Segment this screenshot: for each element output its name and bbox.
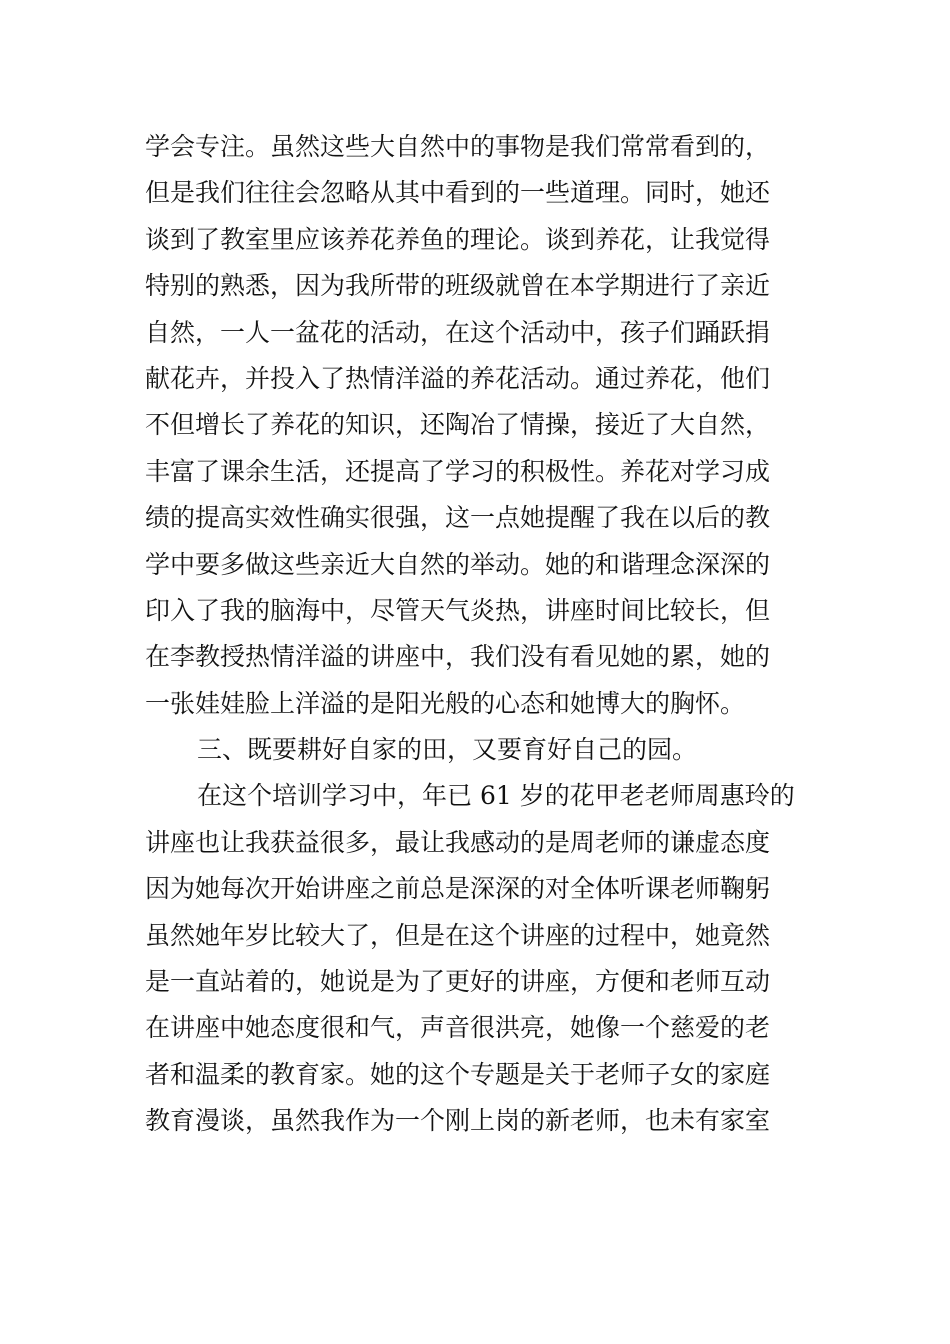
text-line: 教育漫谈，虽然我作为一个刚上岗的新老师，也未有家室 (145, 1106, 771, 1136)
text-line: 学中要多做这些亲近大自然的举动。她的和谐理念深深的 (145, 549, 771, 579)
text-line: 不但增长了养花的知识，还陶冶了情操，接近了大自然， (145, 410, 771, 440)
text-line: 是一直站着的，她说是为了更好的讲座，方便和老师互动 (145, 967, 771, 997)
text-line: 虽然她年岁比较大了，但是在这个讲座的过程中，她竟然 (145, 920, 771, 950)
text-line: 学会专注。虽然这些大自然中的事物是我们常常看到的， (145, 132, 771, 161)
text-line: 谈到了教室里应该养花养鱼的理论。谈到养花，让我觉得 (145, 224, 771, 254)
body-text (145, 124, 805, 1145)
section-heading: 三、既要耕好自家的田，又要育好自己的园。 (197, 735, 698, 765)
text-line: 在讲座中她态度很和气，声音很洪亮，她像一个慈爱的老 (145, 1013, 771, 1043)
text-line: 丰富了课余生活，还提高了学习的积极性。养花对学习成 (145, 456, 771, 486)
text-line: 绩的提高实效性确实很强，这一点她提醒了我在以后的教 (145, 503, 771, 533)
text-line: 但是我们往往会忽略从其中看到的一些道理。同时，她还 (145, 178, 771, 208)
text-line: 者和温柔的教育家。她的这个专题是关于老师子女的家庭 (145, 1059, 771, 1089)
text-line: 自然，一人一盆花的活动，在这个活动中，孩子们踊跃捐 (145, 317, 771, 347)
text-line: 在李教授热情洋溢的讲座中，我们没有看见她的累，她的 (145, 642, 771, 672)
text-line: 献花卉，并投入了热情洋溢的养花活动。通过养花，他们 (145, 363, 771, 393)
text-line: 印入了我的脑海中，尽管天气炎热，讲座时间比较长，但 (145, 595, 771, 625)
text-line: 特别的熟悉，因为我所带的班级就曾在本学期进行了亲近 (145, 271, 771, 301)
text-line: 因为她每次开始讲座之前总是深深的对全体听课老师鞠躬 (145, 874, 771, 904)
text-line: 一张娃娃脸上洋溢的是阳光般的心态和她博大的胸怀。 (145, 688, 746, 718)
text-line: 讲座也让我获益很多，最让我感动的是周老师的谦虚态度 (145, 827, 771, 857)
paragraph-start-line: 在这个培训学习中，年已 61 岁的花甲老老师周惠玲的 (197, 781, 795, 811)
